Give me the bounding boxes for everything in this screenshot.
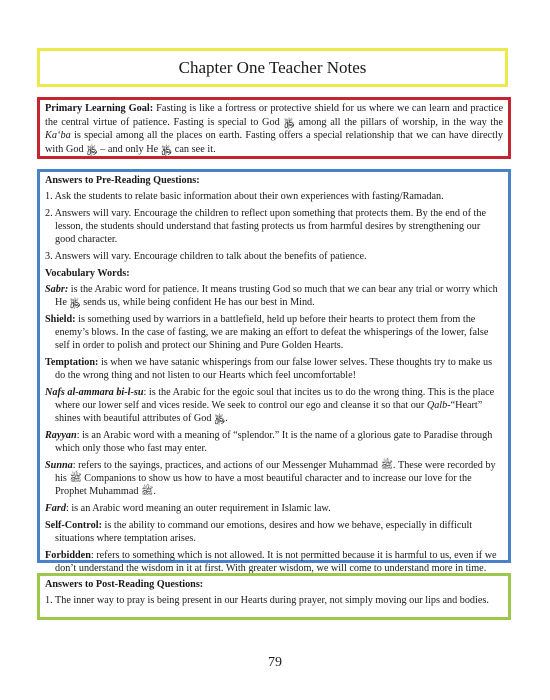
vocab-sabr: Sabr: is the Arabic word for patience. It means trusting God so much that we can bear any trial or worry which He ﷿ sends us, while being confident He has our best in Mind.	[45, 284, 498, 308]
pre-reading-box	[37, 169, 511, 574]
vocab-rayyan: Rayyan: is an Arabic word with a meaning of “splendor.” It is the name of a glorious gate to Paradise through which only those who fast may enter.	[45, 430, 493, 454]
learning-goal-label: Primary Learning Goal:	[45, 103, 154, 114]
learning-goal-box	[37, 97, 511, 159]
learning-goal-text: Primary Learning Goal: Fasting is like a fortress or protective shield for us where we can learn and practice the central virtue of patience. Fasting is special to God ﷿ among all the pillars of worship, in the way the Kaʻba is special among all the places on earth. Fasting offers a special relationship that we can have directly with God ﷿ – and only He ﷿ can see it.	[45, 103, 504, 155]
vocab-temptation: Temptation: is when we have satanic whisperings from our false lower selves. These thoughts try to make us do the wrong thing and not listen to our Hearts which feel uncomfortable!	[45, 357, 493, 381]
chapter-title: Chapter One Teacher Notes	[178, 58, 367, 77]
chapter-title-box	[37, 48, 508, 87]
pre-answer-1: 1. Ask the students to relate basic information about their own experiences with fasting/Ramadan.	[45, 191, 444, 202]
kaba-term: Kaʻba	[45, 130, 71, 141]
vocabulary-heading: Vocabulary Words:	[45, 268, 130, 279]
vocab-shield: Shield: is something used by warriors in a battlefield, held up before their hearts to protect them from the enemy’s blows. In the case of fasting, we are making an effort to defeat the whisperings of the lower, false self in order to polish and protect our Shining and Pure Golden Hearts.	[45, 314, 489, 351]
page-number: 79	[268, 655, 282, 670]
vocab-sunna: Sunna: refers to the sayings, practices, and actions of our Messenger Muhammad ﷺ. These were recorded by his ﷺ Companions to show us how to have a most beautiful character and to increase our love for the Prophet Muhammad ﷺ.	[45, 460, 496, 497]
vocab-self-control: Self-Control: is the ability to command our emotions, desires and how we behave, especially in difficult situations where temptation arises.	[45, 520, 473, 544]
post-reading-box	[37, 573, 511, 620]
vocab-fard: Fard: is an Arabic word meaning an outer requirement in Islamic law.	[45, 503, 331, 514]
pre-answer-2: 2. Answers will vary. Encourage the children to reflect upon something that protects them. By the end of the lesson, the students should understand that fasting protects us from harmful desires by strengthening our good character.	[45, 208, 486, 245]
post-answer-1: 1. The inner way to pray is being present in our Hearts during prayer, not simply moving our lips and bodies.	[45, 595, 489, 606]
pre-answer-3: 3. Answers will vary. Encourage children to talk about the benefits of patience.	[45, 251, 367, 262]
vocab-forbidden: Forbidden: refers to something which is not allowed. It is not permitted because it is harmful to us, even if we don’t understand the wisdom in it at first. With greater wisdom, we will come to understand more in time.	[45, 550, 497, 574]
post-reading-heading: Answers to Post-Reading Questions:	[45, 579, 204, 590]
pre-reading-heading: Answers to Pre-Reading Questions:	[45, 175, 200, 186]
vocab-nafs: Nafs al-ammara bi-l-su: is the Arabic for the egoic soul that incites us to do the wrong thing. This is the place where our lower self and vices reside. We seek to control our ego and cleanse it so that our Qalb-“Heart” shines with beautiful attributes of God ﷿.	[45, 387, 495, 424]
